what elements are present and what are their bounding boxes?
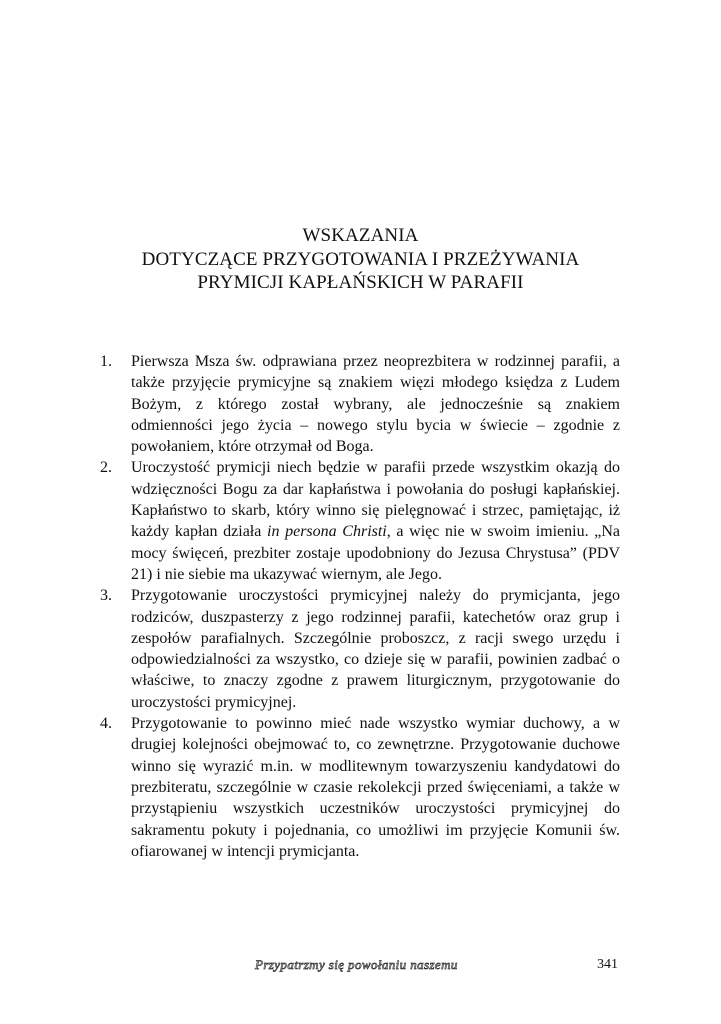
item-text-part: Uroczystość prymicji niech będzie w parafii przede wszystkim okazją do wdzięczności Bogu za dar kapłaństwa i powołania do posługi kapłańskiej. Kapłaństwo to skarb, który winno się pielęgnować i strzec, pamiętając, iż każdy kapłan działa [131, 459, 620, 541]
item-text: Przygotowanie uroczystości prymicyjnej należy do prymicjanta, jego rodziców, duszpasterzy z jego rodzinnej parafii, katechetów oraz grup i zespołów parafialnych. Szczególnie proboszcz, z racji swego urzędu i odpowiedzialności za wszystko, co dzieje się w parafii, powinien zadbać o właściwe, to znaczy zgodne z prawem liturgicznym, przygotowanie do uroczystości prymicyjnej. [131, 587, 620, 711]
list-item-4 [100, 713, 620, 862]
title-line-1: WSKAZANIA [302, 225, 419, 246]
item-text-part: , a więc nie w swoim imieniu. „Na mocy święceń, prezbiter zostaje upodobniony do Jezusa Chrystusa” (PDV 21) i nie siebie ma ukazywać wiernym, ale Jego. [131, 523, 621, 583]
item-number: 3. [100, 587, 112, 605]
list-item-2 [100, 457, 620, 585]
page-number: 341 [597, 957, 618, 972]
item-text: Pierwsza Msza św. odprawiana przez neoprezbitera w rodzinnej parafii, a także przyjęcie prymicyjne są znakiem więzi młodego księdza z Ludem Bożym, z którego został wybrany, ale jednocześnie są znakiem odmienności jego życia – nowego stylu bycia w świecie – zgodnie z powołaniem, które otrzymał od Boga. [131, 353, 620, 456]
list-item-1 [100, 351, 620, 457]
list-item-3 [100, 585, 620, 713]
item-text [131, 457, 620, 585]
item-number: 2. [100, 459, 112, 477]
item-number: 1. [100, 353, 112, 370]
latin-phrase: in persona Christi [267, 523, 387, 541]
title-line-3: PRYMICJI KAPŁAŃSKICH W PARAFII [197, 272, 524, 293]
numbered-list [100, 351, 620, 862]
item-text: Przygotowanie to powinno mieć nade wszystko wymiar duchowy, a w drugiej kolejności obejmować to, co zewnętrzne. Przygotowanie duchowe winno się wyrazić m.in. w modlitewnym towarzyszeniu kandydatowi do prezbiteratu, szczególnie w czasie rekolekcji przed święceniami, a także w przystąpieniu wszystkich uczestników uroczystości prymicyjnej do sakramentu pokuty i pojednania, co umożliwi im przyjęcie Komunii św. ofiarowanej w intencji prymicjanta. [131, 715, 620, 860]
title-line-2: DOTYCZĄCE PRZYGOTOWANIA I PRZEŻYWANIA [141, 248, 580, 270]
item-number: 4. [100, 715, 112, 733]
running-title: Przypatrzmy się powołaniu naszemu [255, 957, 458, 972]
document-title [60, 224, 661, 295]
